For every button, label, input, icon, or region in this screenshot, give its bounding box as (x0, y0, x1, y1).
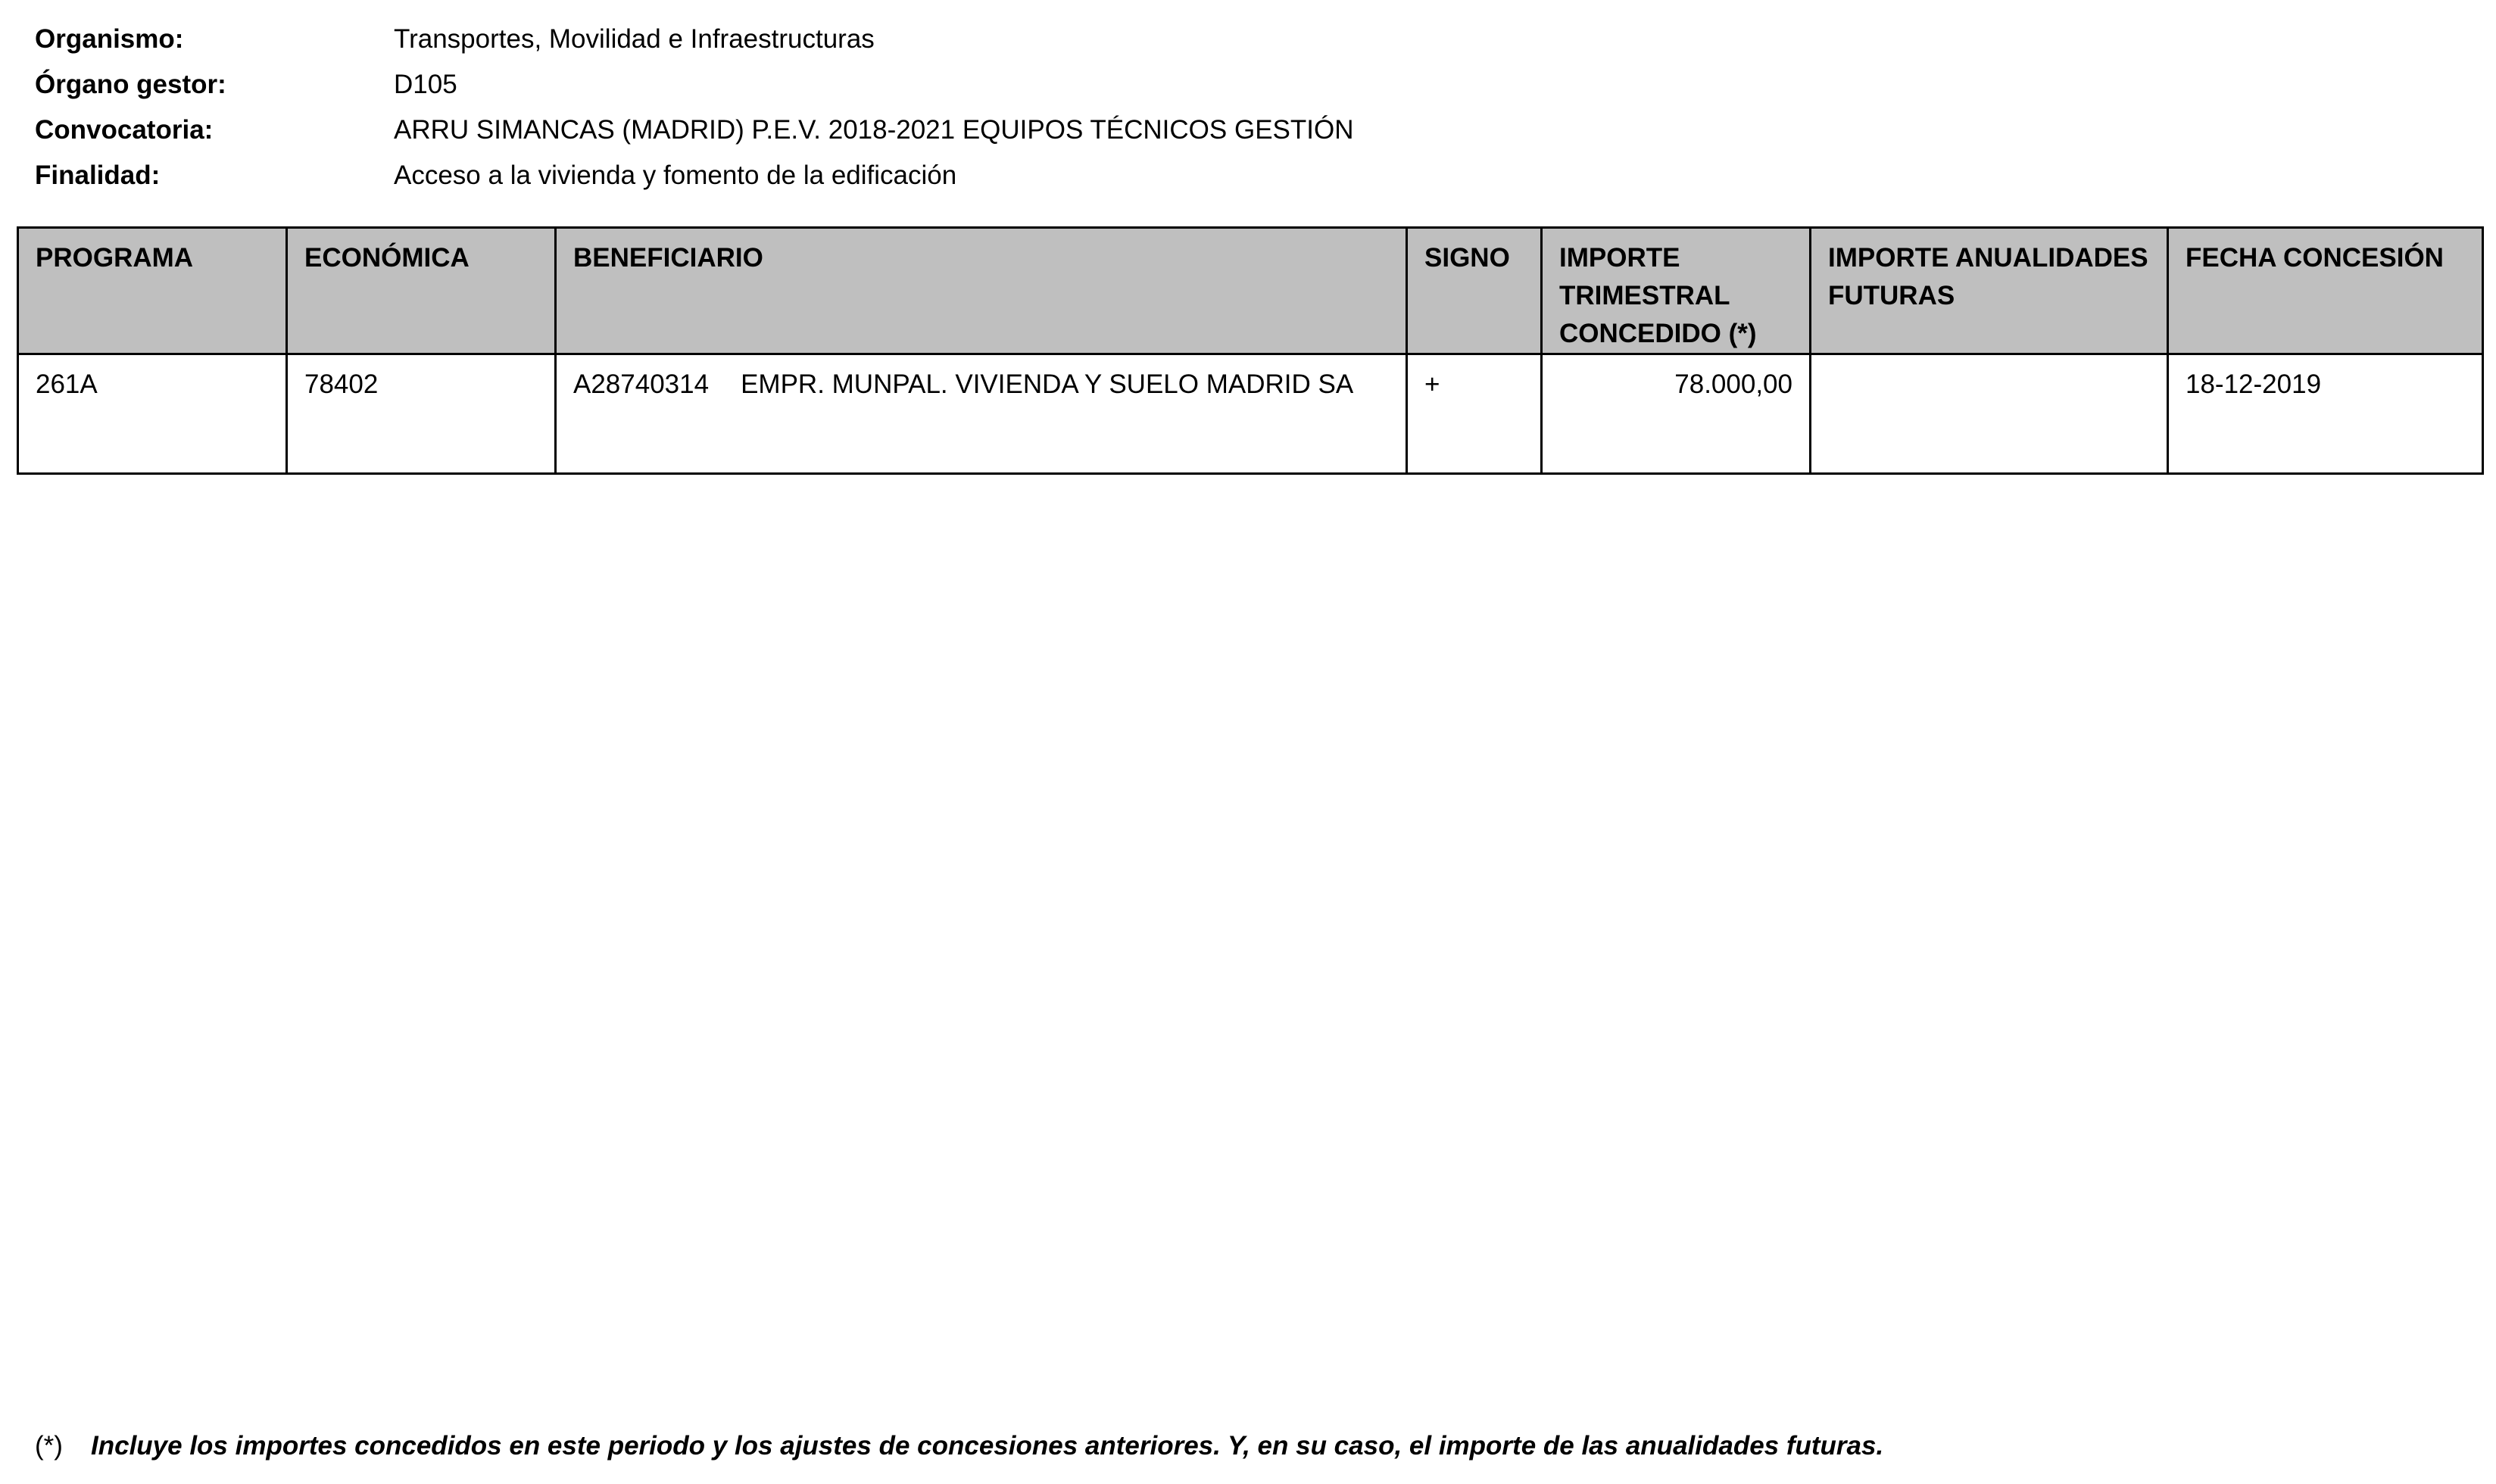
convocatoria-row (35, 108, 1354, 153)
convocatoria-value: ARRU SIMANCAS (MADRID) P.E.V. 2018-2021 EQUIPOS TÉCNICOS GESTIÓN (394, 115, 1354, 145)
header-economica: ECONÓMICA (287, 228, 556, 354)
organo-gestor-row (35, 62, 1354, 108)
table-header-row (18, 228, 2483, 354)
beneficiario-name: EMPR. MUNPAL. VIVIENDA Y SUELO MADRID SA (741, 369, 1354, 399)
cell-economica: 78402 (287, 354, 556, 474)
organismo-value: Transportes, Movilidad e Infraestructuras (394, 24, 875, 54)
convocatoria-label: Convocatoria: (35, 115, 214, 145)
cell-beneficiario (556, 354, 1407, 474)
cell-fecha-concesion: 18-12-2019 (2168, 354, 2483, 474)
header-beneficiario: BENEFICIARIO (556, 228, 1407, 354)
beneficiario-id: A28740314 (573, 369, 710, 399)
header-metadata (35, 17, 1354, 198)
header-importe-anualidades: IMPORTE ANUALIDADES FUTURAS (1811, 228, 2168, 354)
cell-importe-trimestral: 78.000,00 (1542, 354, 1811, 474)
finalidad-label: Finalidad: (35, 161, 161, 190)
cell-programa: 261A (18, 354, 287, 474)
finalidad-value: Acceso a la vivienda y fomento de la edificación (394, 161, 957, 190)
cell-signo: + (1407, 354, 1542, 474)
footnote-mark: (*) (35, 1431, 63, 1461)
footnote-text: Incluye los importes concedidos en este periodo y los ajustes de concesiones anteriores. Y, en su caso, el importe de las anualidades futuras. (91, 1431, 1884, 1461)
organo-gestor-value: D105 (394, 70, 457, 99)
header-importe-trimestral: IMPORTE TRIMESTRAL CONCEDIDO (*) (1542, 228, 1811, 354)
table-row (18, 354, 2483, 474)
cell-importe-anualidades (1811, 354, 2168, 474)
header-programa: PROGRAMA (18, 228, 287, 354)
grants-table (17, 226, 2484, 475)
header-fecha-concesion: FECHA CONCESIÓN (2168, 228, 2483, 354)
footnote (35, 1431, 1883, 1461)
finalidad-row (35, 153, 1354, 198)
header-signo: SIGNO (1407, 228, 1542, 354)
organo-gestor-label: Órgano gestor: (35, 70, 226, 99)
organismo-label: Organismo: (35, 24, 184, 54)
organismo-row (35, 17, 1354, 62)
